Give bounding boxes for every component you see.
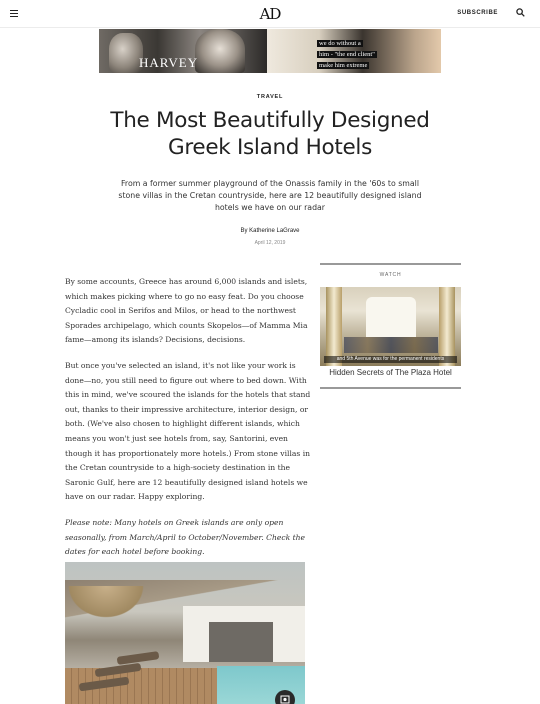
thumb-column	[439, 287, 455, 366]
gallery-icon-glyph	[275, 690, 295, 704]
search-icon[interactable]	[516, 8, 525, 17]
headline-line: The Most Beautifully Designed	[110, 108, 430, 133]
body-paragraph: By some accounts, Greece has around 6,000 islands and islets, which makes picking where to go no easy feat. Do you choose Cycladic cool in Serifos and Milos, or head to the northwest Sporades archipelago, which counts Skopelos—of Mamma Mia fame—among its islands? Decisions, decisions.	[65, 277, 308, 345]
hotel-image[interactable]	[65, 562, 305, 704]
watch-widget	[320, 263, 461, 389]
category-label[interactable]: TRAVEL	[256, 94, 284, 100]
video-thumbnail[interactable]	[320, 287, 461, 366]
ad-quote-line: make him extreme	[319, 62, 368, 69]
publish-date: April 12, 2019	[254, 240, 286, 246]
site-logo[interactable]: AD	[259, 5, 281, 23]
image-umbrella	[65, 586, 149, 622]
thumb-crowd	[344, 337, 438, 353]
ad-portrait	[109, 33, 143, 73]
video-caption: and 5th Avenue was for the permanent residents	[324, 356, 457, 363]
subscribe-link[interactable]: SUBSCRIBE	[457, 10, 498, 16]
article-body	[65, 275, 311, 571]
article-headline	[0, 107, 540, 161]
ad-banner[interactable]	[99, 29, 441, 73]
ad-quote-line: we do without a	[319, 40, 361, 47]
top-nav	[0, 0, 540, 28]
ad-quote-line: him - "the end client"	[319, 51, 375, 58]
ad-portrait	[195, 29, 245, 73]
headline-line: Greek Island Hotels	[167, 135, 373, 160]
watch-label: WATCH	[379, 272, 402, 278]
thumb-column	[326, 287, 342, 366]
image-building-opening	[209, 622, 273, 662]
byline[interactable]: By Katherine LaGrave	[240, 228, 300, 234]
body-note: Please note: Many hotels on Greek islands are only open seasonally, from March/April to October/November. Check the dates for each hotel before booking.	[65, 517, 306, 557]
video-title-link[interactable]: Hidden Secrets of The Plaza Hotel	[329, 368, 452, 377]
body-paragraph: But once you've selected an island, it's not like your work is done—no, you still need to figure out where to bed down. With this in mind, we've scoured the islands for the hotels that stand out, thanks to their impressive architecture, interior design, or both. (We've also chosen to highlight different islands, which means you won't just see hotels from, say, Santorini, even though it has proportionately more hotels.) From stone villas in the Cretan countryside to a high-society destination in the Saronic Gulf, here are 12 beautifully designed island hotels we have on our radar. Happy exploring.	[65, 360, 311, 502]
gallery-icon[interactable]	[275, 690, 295, 704]
thumb-window	[366, 297, 416, 337]
ad-brand-text: HARVEY	[139, 55, 199, 70]
article-dek: From a former summer playground of the Onassis family in the '60s to small stone villas in the Cretan countryside, here are 12 beautifully designed island hotels we have on our radar	[118, 179, 422, 212]
